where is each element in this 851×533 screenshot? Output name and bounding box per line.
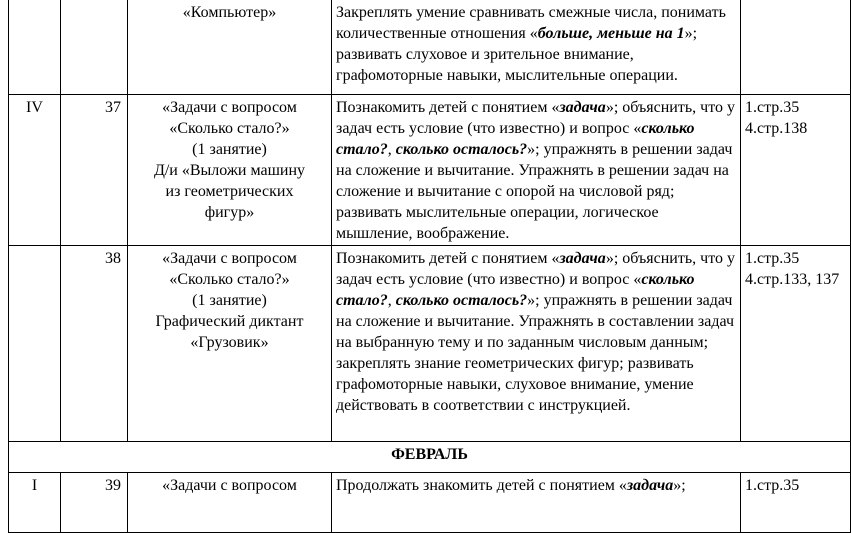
topic-cell — [128, 0, 332, 95]
lesson-row — [9, 473, 851, 533]
emphasis-text: задача — [559, 99, 606, 116]
lesson-row — [9, 0, 851, 95]
references-cell — [741, 95, 851, 246]
topic-line: «Грузовик» — [190, 334, 269, 351]
emphasis-text: сколько стало? — [336, 120, 695, 158]
content-text: »; упражнять в решении задач на сложение и вычитание. Упражнять в составлении задач на выбранную тему и по заданным числовым данным; закреплять знание геометрических фигур; развивать графомоторные навыки, слуховое внимание, умение действовать в соответствии с инструкцией. — [336, 292, 734, 414]
references-cell — [741, 0, 851, 95]
references-cell — [741, 246, 851, 442]
emphasis-text: больше, меньше на 1 — [537, 25, 685, 42]
month-header-row — [9, 442, 851, 473]
lesson-number: 39 — [61, 473, 128, 533]
quarter-cell — [9, 0, 61, 95]
month-header: ФЕВРАЛЬ — [9, 442, 851, 473]
topic-line: «Задачи с вопросом — [162, 477, 297, 494]
quarter-cell — [9, 246, 61, 442]
quarter-cell: I — [9, 473, 61, 533]
reference-line: 4.стр.138 — [745, 120, 808, 137]
content-text: »; — [673, 477, 686, 494]
topic-line: (1 занятие) — [192, 141, 267, 158]
topic-cell — [128, 246, 332, 442]
lesson-row — [9, 246, 851, 442]
topic-line: «Задачи с вопросом — [162, 99, 297, 116]
topic-cell — [128, 473, 332, 533]
emphasis-text: задача — [626, 477, 674, 494]
topic-line: «Компьютер» — [182, 4, 277, 21]
lesson-number: 37 — [61, 95, 128, 246]
content-text: Закреплять умение сравнивать смежные числа, понимать количественные отношения « — [336, 4, 726, 42]
content-text: »; объяснить, что у задач есть условие (что известно) и вопрос « — [336, 250, 735, 288]
topic-line: фигур» — [204, 204, 255, 221]
topic-cell — [128, 95, 332, 246]
content-text: »; объяснить, что у задач есть условие (что известно) и вопрос « — [336, 99, 735, 137]
emphasis-text: сколько осталось? — [395, 141, 528, 158]
topic-line: из геометрических — [165, 183, 294, 200]
topic-line: «Сколько стало?» — [169, 120, 290, 137]
topic-line: «Задачи с вопросом — [162, 250, 297, 267]
emphasis-text: сколько осталось? — [395, 292, 528, 309]
reference-line: 4.стр.133, 137 — [745, 271, 840, 288]
content-text: , — [387, 141, 396, 158]
topic-line: «Сколько стало?» — [169, 271, 290, 288]
content-cell — [332, 473, 741, 533]
content-cell — [332, 95, 741, 246]
lesson-number — [61, 0, 128, 95]
lesson-plan-table — [8, 0, 851, 533]
content-cell — [332, 0, 741, 95]
content-text: »; развивать слуховое и зрительное внимание, графомоторные навыки, мыслительные операции. — [336, 25, 698, 84]
emphasis-text: сколько стало? — [336, 271, 695, 309]
topic-line: Графический диктант — [155, 313, 304, 330]
content-text: Продолжать знакомить детей с понятием « — [336, 477, 627, 494]
reference-line: 1.стр.35 — [745, 99, 800, 116]
reference-line: 1.стр.35 — [745, 250, 800, 267]
content-cell — [332, 246, 741, 442]
content-text: , — [387, 292, 396, 309]
emphasis-text: задача — [559, 250, 606, 267]
content-text: Познакомить детей с понятием « — [336, 250, 560, 267]
topic-line: Д/и «Выложи машину — [153, 162, 306, 179]
reference-line: 1.стр.35 — [745, 477, 800, 494]
quarter-cell: IV — [9, 95, 61, 246]
references-cell — [741, 473, 851, 533]
content-text: »; упражнять в решении задач на сложение и вычитание. Упражнять в решении задач на сложение и вычитание с опорой на числовой ряд; развивать мыслительные операции, логическое мышление, воображение. — [336, 141, 733, 242]
lesson-row — [9, 95, 851, 246]
lesson-plan-body — [9, 0, 851, 533]
lesson-number: 38 — [61, 246, 128, 442]
topic-line: (1 занятие) — [192, 292, 267, 309]
content-text: Познакомить детей с понятием « — [336, 99, 560, 116]
